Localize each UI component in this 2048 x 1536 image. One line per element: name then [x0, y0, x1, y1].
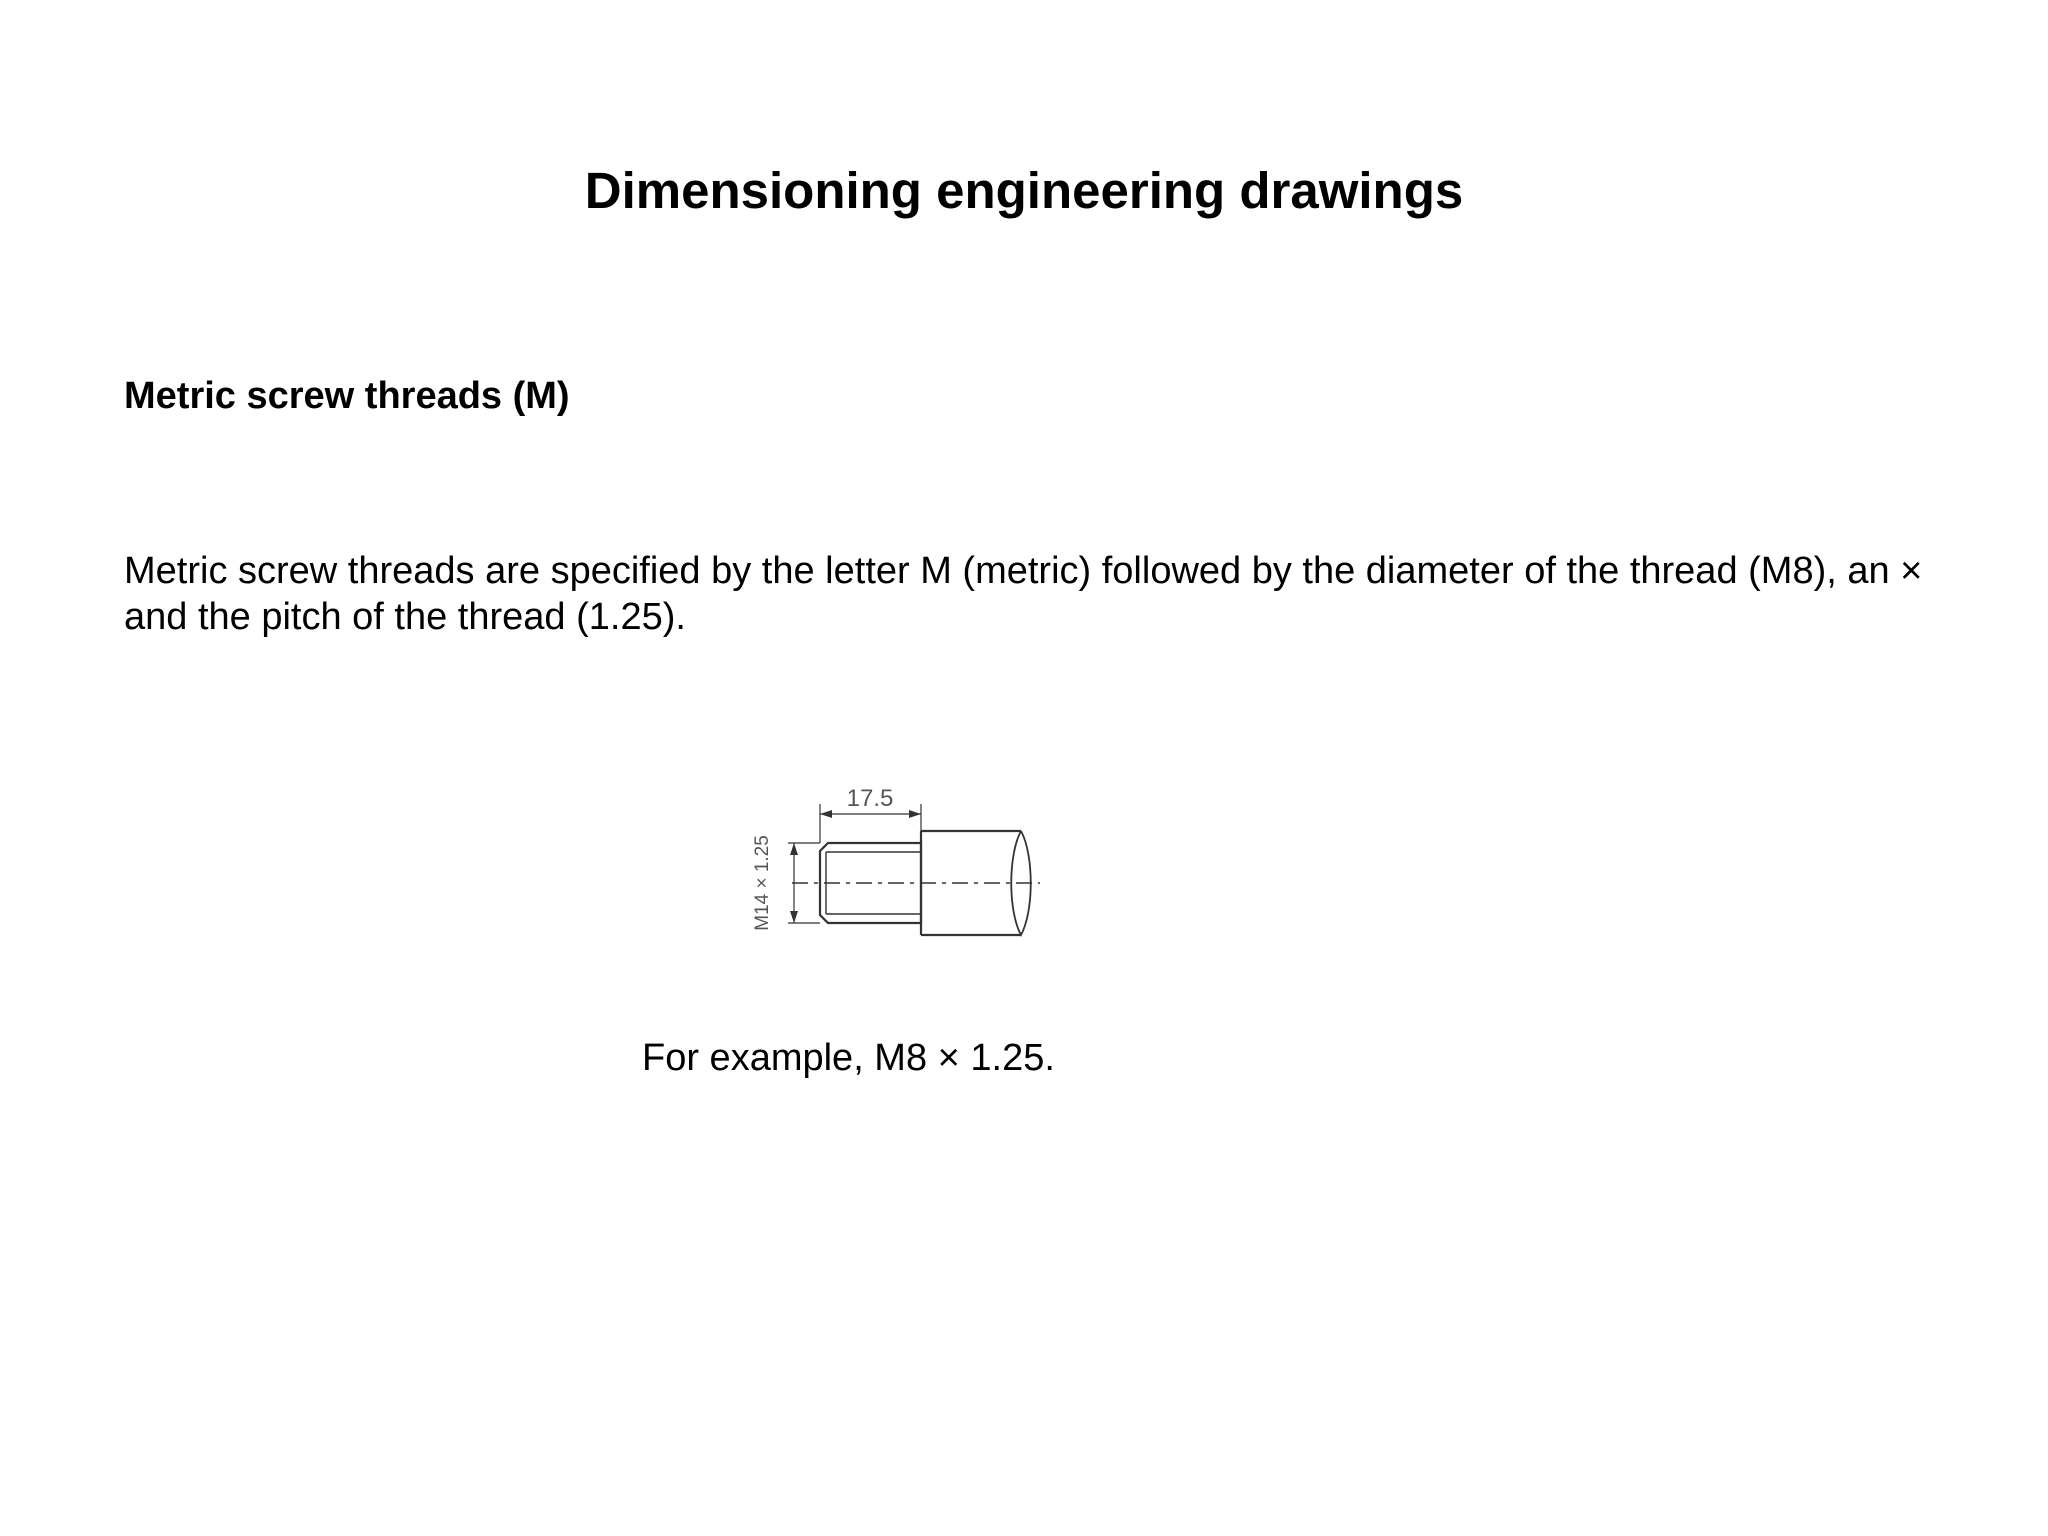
section-heading: Metric screw threads (M) — [124, 375, 570, 417]
slide-title: Dimensioning engineering drawings — [584, 162, 1464, 219]
figure-caption: For example, M8 × 1.25. — [642, 1037, 1055, 1079]
length-arrow-left — [820, 810, 832, 818]
length-dimension-label: 17.5 — [846, 785, 894, 812]
diameter-arrow-top — [790, 843, 798, 855]
length-arrow-right — [909, 810, 921, 818]
diameter-arrow-bottom — [790, 911, 798, 923]
thread-callout-label: M14 × 1.25 — [752, 835, 773, 931]
body-paragraph: Metric screw threads are specified by the letter M (metric) followed by the diameter of the thread (M8), an × and the pitch of the thread (1.25). — [124, 550, 1923, 638]
threaded-shaft-drawing — [740, 780, 1040, 950]
